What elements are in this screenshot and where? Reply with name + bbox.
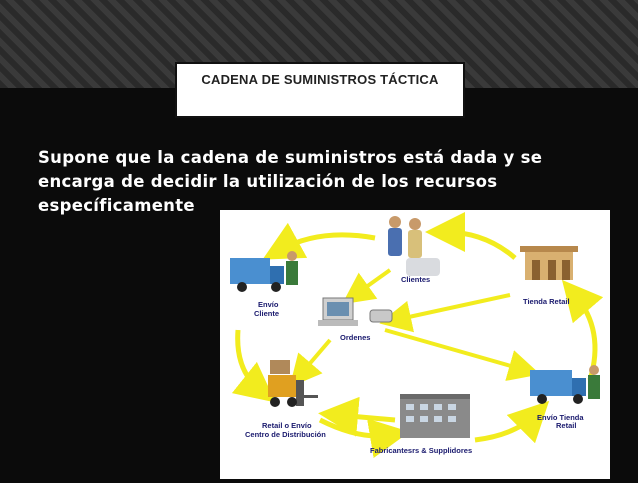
label-fabricantes: Fabricantesrs & Supplidores [370,446,473,455]
body-line-1: Supone que la cadena de suministros está dada y se [38,148,543,167]
arrow-clientes-to-envio-cliente [280,235,375,250]
body-line-3: específicamente [38,196,195,215]
slide-title: CADENA DE SUMINISTROS TÁCTICA [201,72,439,87]
label-tienda-retail: Tienda Retail [523,297,570,306]
label-envio-cliente-2: Cliente [254,309,280,318]
fabricantes-building-icon [400,394,470,438]
supply-chain-svg [220,210,610,479]
arrow-envio-cliente-to-centro [238,330,260,390]
label-ordenes: Ordenes [340,333,371,342]
label-centro-2: Centro de Distribución [245,430,326,439]
label-centro-1: Retail o Envío [262,421,312,430]
clientes-icon [388,216,440,276]
centro-distribucion-icon [268,360,318,407]
arrow-fabricantes-to-centro [338,415,395,420]
arrow-ordenes-to-centro [300,340,330,375]
tienda-retail-icon [520,246,578,280]
arrow-tienda-to-clientes [445,232,515,258]
label-clientes: Clientes [401,275,431,284]
arrow-fabricantes-to-envio-tienda [475,415,535,440]
label-envio-tienda-2: Retail [556,421,577,430]
arrow-centro-to-fabricantes [320,420,390,436]
slide-title-box [175,62,465,118]
supply-chain-diagram [220,210,610,479]
arrow-clientes-to-ordenes [355,270,390,295]
arrow-tienda-to-ordenes [395,295,510,320]
body-line-2: encarga de decidir la utilización de los recursos [38,172,498,191]
label-envio-cliente-1: Envío [258,300,279,309]
label-envio-tienda-1: Envío Tienda [537,413,584,422]
slide-body-text [38,146,598,218]
ordenes-icon [318,298,392,326]
envio-tienda-truck-icon [530,365,600,404]
arrow-ordenes-to-envio-tienda [385,330,525,370]
envio-cliente-truck-icon [230,251,298,292]
